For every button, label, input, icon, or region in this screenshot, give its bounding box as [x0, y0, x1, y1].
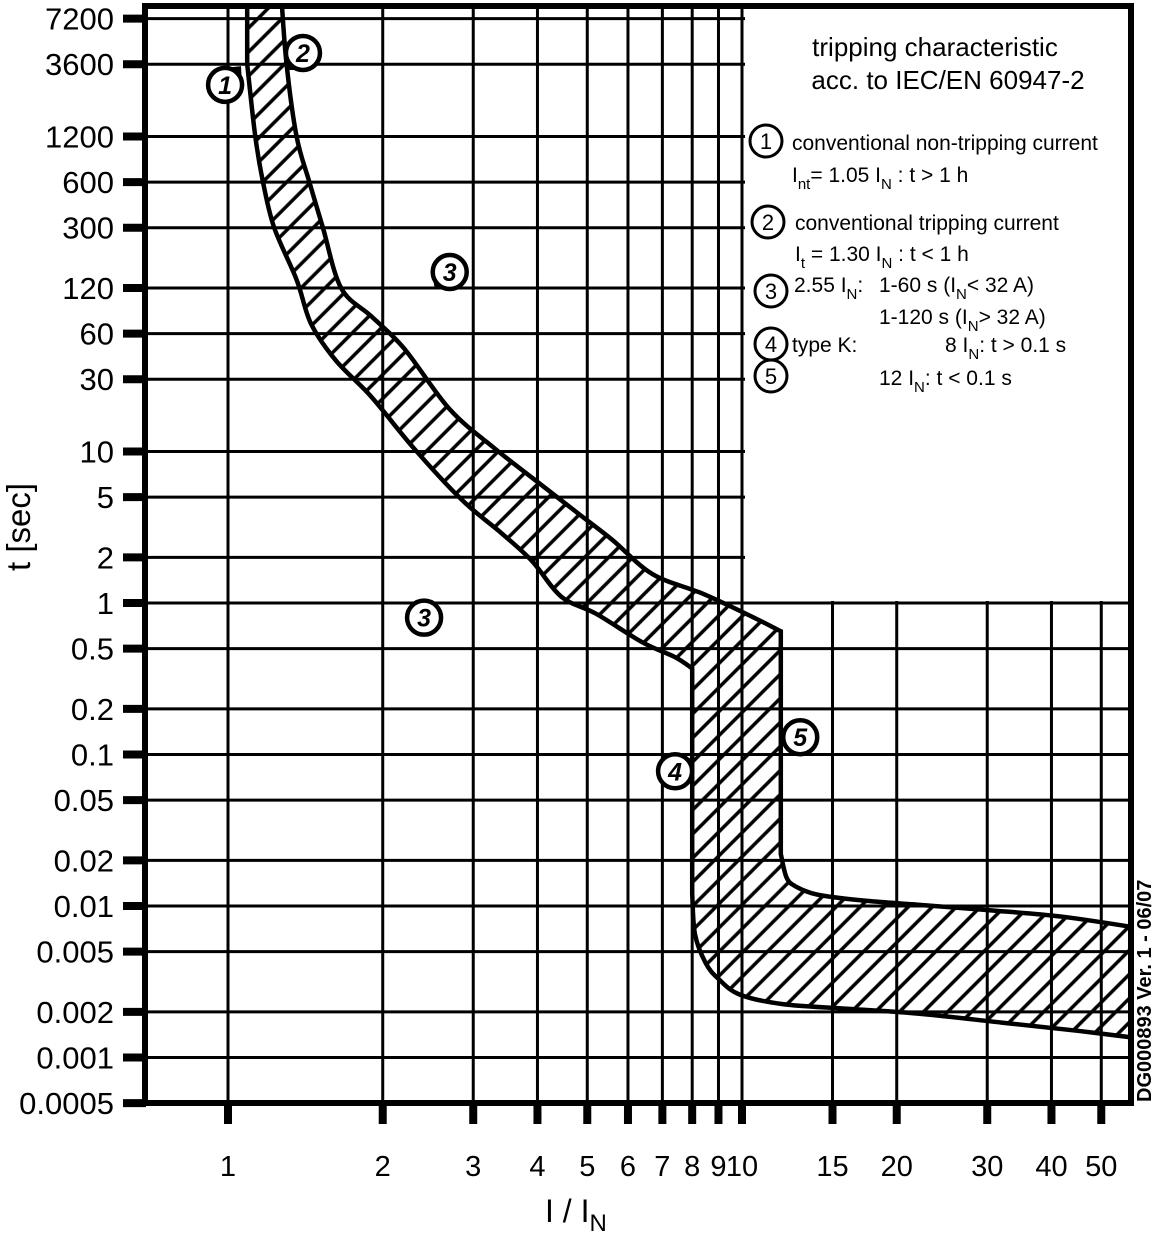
legend-item-text: 1-60 s ($I_N< 32$ A): [879, 274, 1035, 303]
y-tick-label: 120: [62, 271, 114, 307]
curve-marker-2: [286, 36, 320, 70]
y-tick-label: 0.002: [36, 994, 114, 1030]
y-tick-label: 0.05: [53, 783, 114, 819]
x-tick-label: 50: [1085, 1151, 1118, 1183]
legend-item-number: 1: [759, 129, 773, 154]
marker-number: 1: [218, 71, 233, 100]
marker-number: 3: [442, 259, 457, 288]
y-tick-label: 0.2: [70, 691, 114, 727]
y-tick-label: 600: [62, 165, 114, 201]
legend-item-text: 2.55 $I_N$:: [794, 274, 864, 303]
x-tick-label: 2: [374, 1151, 391, 1183]
y-tick-label: 0.0005: [19, 1086, 114, 1122]
x-tick-label: 20: [880, 1151, 913, 1183]
x-tick-label: 40: [1035, 1151, 1068, 1183]
y-tick-label: 10: [79, 434, 114, 470]
x-tick-label: 4: [529, 1151, 546, 1183]
x-tick-label: 8: [684, 1151, 701, 1183]
y-tick-label: 1: [96, 586, 114, 621]
curve-marker-3: [433, 255, 467, 289]
legend-item-text: 1-120 s ($I_N> 32$ A): [879, 306, 1046, 335]
legend-item-text: $I_{nt}= 1.05$ $I_N$ : t > 1 h: [792, 164, 969, 193]
y-axis-title: t [sec]: [0, 482, 37, 572]
y-tick-label: 0.001: [36, 1040, 114, 1076]
curve-marker-5: [782, 720, 817, 754]
y-tick-label: 0.01: [53, 889, 114, 924]
x-tick-label: 1: [219, 1151, 237, 1183]
legend-item-3: [755, 275, 787, 307]
legend-title-line1: tripping characteristic: [812, 32, 1058, 62]
y-tick-label: 30: [79, 362, 114, 398]
legend-item-number: 3: [764, 279, 778, 304]
y-tick-label: 0.02: [53, 843, 114, 879]
x-tick-label: 9: [710, 1151, 727, 1183]
legend-item-4: [755, 328, 787, 360]
y-tick-label: 3600: [45, 47, 114, 83]
legend-item-text: $I_t = 1.30$ $I_N$ : t < 1 h: [795, 243, 969, 272]
y-tick-label: 300: [62, 210, 114, 246]
marker-number: 3: [417, 604, 432, 633]
legend-item-number: 5: [764, 364, 778, 389]
legend-item-number: 4: [764, 332, 778, 357]
y-tick-label: 1200: [45, 119, 114, 155]
x-tick-label: 3: [465, 1151, 482, 1183]
x-tick-label: 30: [971, 1151, 1004, 1183]
document-id-vertical-text: DG000893 Ver. 1 - 06/07: [1134, 879, 1156, 1102]
legend-item-text: conventional tripping current: [795, 212, 1059, 235]
y-tick-label: 0.5: [70, 631, 114, 667]
x-axis-title: [545, 1193, 607, 1237]
x-tick-label: 7: [654, 1151, 671, 1183]
legend-item-text: 12 $I_N$: t < 0.1 s: [879, 367, 1012, 396]
marker-number: 2: [295, 39, 310, 68]
x-tick-label: 6: [619, 1151, 637, 1183]
legend-item-text: type K:: [792, 334, 858, 357]
marker-number: 4: [668, 758, 683, 787]
x-axis-title-subscript: N: [589, 1210, 607, 1237]
y-tick-label: 2: [96, 540, 114, 576]
legend-item-text: conventional non-tripping current: [792, 132, 1098, 155]
legend-panel: [745, 9, 1128, 601]
x-tick-label: 15: [816, 1151, 849, 1183]
legend-title-line2: acc. to IEC/EN 60947-2: [811, 65, 1085, 95]
legend-item-1: [750, 125, 782, 157]
legend-item-number: 2: [761, 210, 775, 235]
y-tick-label: 0.005: [36, 934, 114, 970]
marker-number: 5: [793, 724, 808, 753]
x-axis-title-main: I / I: [545, 1193, 590, 1229]
x-tick-label: 5: [579, 1151, 596, 1183]
curve-marker-3: [407, 601, 441, 635]
legend-item-5: [755, 360, 787, 392]
curve-marker-4: [658, 754, 692, 788]
y-tick-label: 7200: [45, 1, 114, 37]
legend-item-2: [752, 206, 784, 238]
y-tick-label: 0.1: [70, 737, 114, 773]
y-tick-label: 5: [96, 480, 114, 516]
y-tick-label: 60: [79, 316, 114, 352]
curve-marker-1: [208, 66, 242, 102]
x-tick-label: 10: [725, 1151, 759, 1183]
legend-item-text: 8 $I_N$: t > 0.1 s: [945, 334, 1067, 363]
